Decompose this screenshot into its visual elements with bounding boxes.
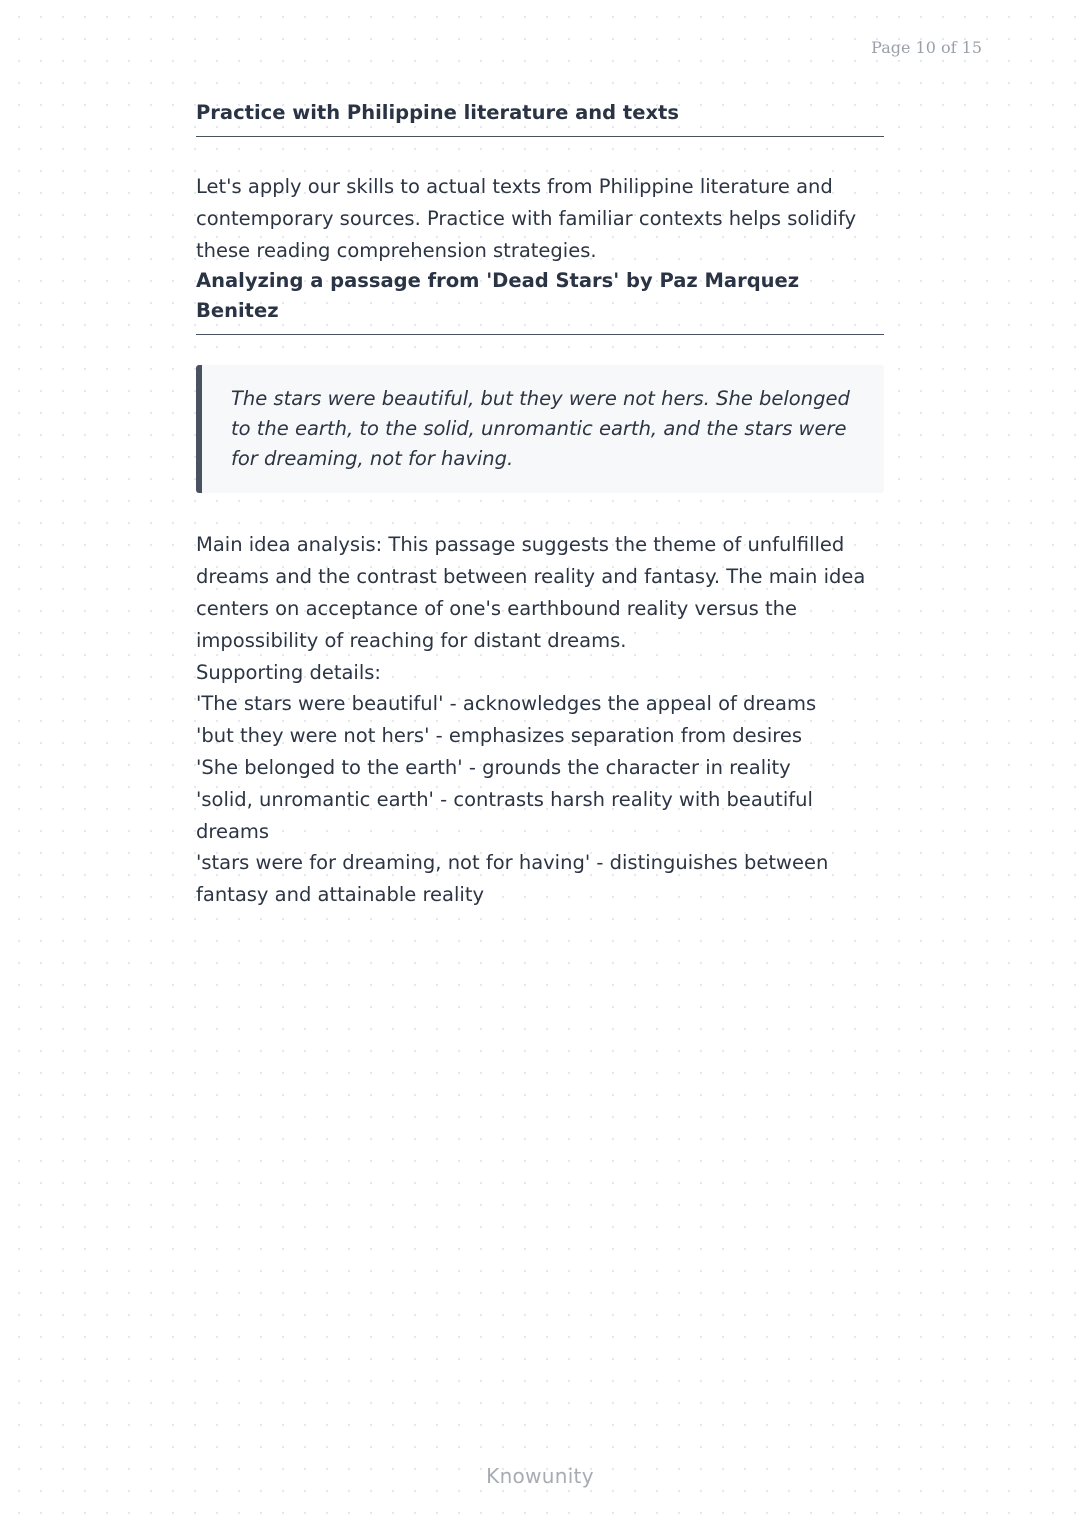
subsection-heading: Analyzing a passage from 'Dead Stars' by Paz Marquez Benitez bbox=[196, 266, 884, 335]
quote-text: The stars were beautiful, but they were not hers. She belonged to the earth, to the solid, unromantic earth, and the stars were for dreaming, not for having. bbox=[231, 387, 850, 471]
page-number: Page 10 of 15 bbox=[871, 38, 982, 57]
footer-brand: Knowunity bbox=[486, 1464, 594, 1488]
intro-paragraph: Let's apply our skills to actual texts from Philippine literature and contemporary sources. Practice with familiar contexts helps solidify these reading comprehension strategies. bbox=[196, 175, 857, 262]
supporting-detail: 'The stars were beautiful' - acknowledges the appeal of dreams bbox=[196, 692, 817, 716]
document-content bbox=[196, 98, 884, 911]
main-idea-analysis: Main idea analysis: This passage suggests the theme of unfulfilled dreams and the contrast between reality and fantasy. The main idea centers on acceptance of one's earthbound reality versus the impossibility of reaching for distant dreams. bbox=[196, 533, 866, 652]
section-heading: Practice with Philippine literature and texts bbox=[196, 98, 884, 137]
supporting-detail: 'but they were not hers' - emphasizes separation from desires bbox=[196, 724, 802, 748]
supporting-details-label: Supporting details: bbox=[196, 660, 381, 684]
supporting-detail: 'stars were for dreaming, not for having' - distinguishes between fantasy and attainable reality bbox=[196, 851, 829, 907]
supporting-detail: 'solid, unromantic earth' - contrasts harsh reality with beautiful dreams bbox=[196, 787, 813, 843]
quote-block bbox=[196, 365, 884, 493]
supporting-detail: 'She belonged to the earth' - grounds the character in reality bbox=[196, 755, 791, 779]
